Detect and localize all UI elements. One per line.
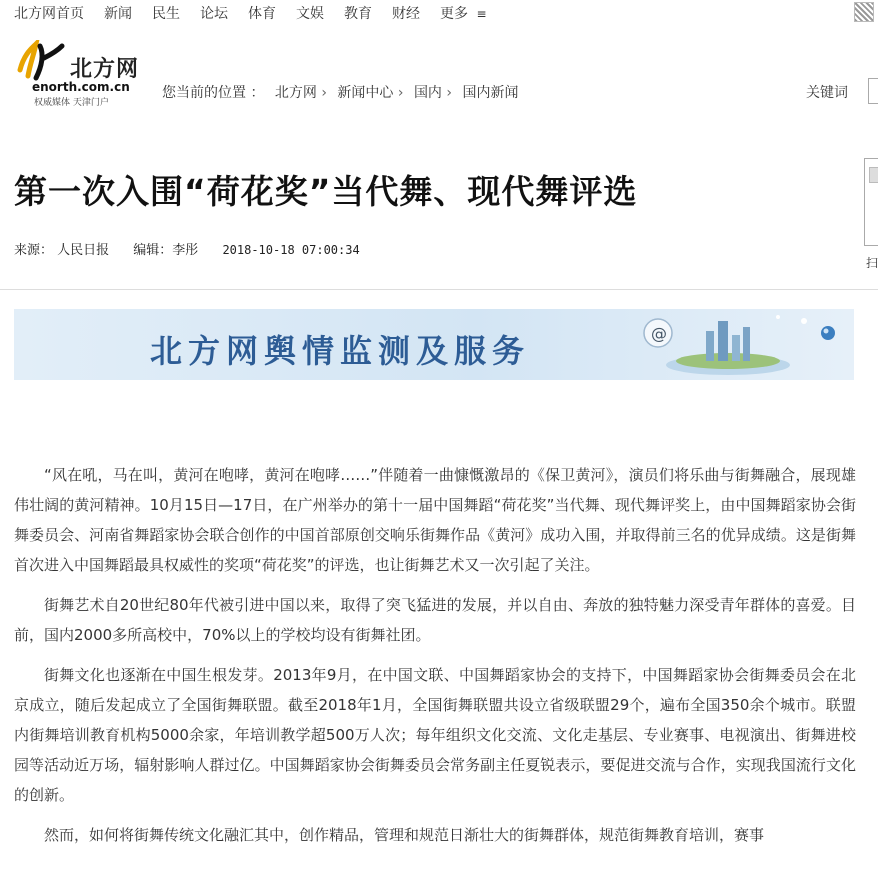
side-qr-box[interactable] bbox=[864, 158, 878, 246]
nav-more[interactable] bbox=[440, 3, 487, 23]
site-header bbox=[0, 38, 878, 108]
nav-entertainment[interactable]: 文娱 bbox=[296, 6, 324, 22]
article-paragraph: 街舞艺术自20世纪80年代被引进中国以来，取得了突飞猛进的发展，并以自由、奔放的独特魅力深受青年群体的喜爱。目前，国内2000多所高校中，70%以上的学校均设有街舞社团。 bbox=[14, 596, 856, 644]
nav-finance[interactable]: 财经 bbox=[392, 6, 420, 22]
logo-domain: enorth.com.cn bbox=[32, 80, 130, 94]
article-datetime: 2018-10-18 07:00:34 bbox=[222, 243, 360, 257]
article-editor: 编辑：李彤 bbox=[133, 243, 199, 258]
breadcrumb bbox=[162, 82, 518, 102]
article-paragraph: 然而，如何将街舞传统文化融汇其中，创作精品，管理和规范日渐壮大的街舞群体，规范街舞教育培训，赛事 bbox=[44, 826, 765, 844]
nav-forum[interactable]: 论坛 bbox=[200, 6, 228, 22]
banner-text: 北方网舆情监测及服务 bbox=[150, 332, 531, 370]
nav-sports[interactable]: 体育 bbox=[248, 6, 276, 22]
nav-more-label: 更多 bbox=[440, 6, 468, 22]
nav-education[interactable]: 教育 bbox=[344, 6, 372, 22]
article-paragraph: “风在吼，马在叫，黄河在咆哮，黄河在咆哮……”伴随着一曲慷慨激昂的《保卫黄河》，演员们将乐曲与街舞融合，展现雄伟壮阔的黄河精神。10月15日—17日，在广州举办的第十一届中国舞蹈“荷花奖”当代舞、现代舞评奖上，由中国舞蹈家协会街舞委员会、河南省舞蹈家协会联合创作的中国首部原创交响乐街舞作品《黄河》成功入围，并取得前三名的优异成绩。这是街舞首次进入中国舞蹈最具权威性的奖项“荷花奖”的评选，也让街舞艺术又一次引起了关注。 bbox=[14, 466, 856, 574]
breadcrumb-item-domestic-news[interactable]: 国内新闻 bbox=[462, 85, 519, 101]
divider bbox=[0, 289, 878, 290]
breadcrumb-item-enorth[interactable]: 北方网 bbox=[274, 85, 317, 101]
article-title: 第一次入围“荷花奖”当代舞、现代舞评选 bbox=[14, 172, 638, 211]
logo-slogan: 权威媒体 天津门户 bbox=[34, 98, 109, 108]
logo-name: 北方网 bbox=[70, 56, 140, 82]
nav-livelihood[interactable]: 民生 bbox=[152, 6, 180, 22]
chevron-right-icon: › bbox=[446, 85, 452, 101]
keyword-input[interactable] bbox=[868, 78, 878, 104]
breadcrumb-item-news-center[interactable]: 新闻中心 bbox=[337, 85, 394, 101]
nav-home[interactable]: 北方网首页 bbox=[14, 6, 84, 22]
top-nav bbox=[0, 0, 878, 26]
logo-mark-icon bbox=[14, 40, 66, 82]
menu-icon: ≡ bbox=[476, 7, 487, 21]
article-paragraph: 街舞文化也逐渐在中国生根发芽。2013年9月，在中国文联、中国舞蹈家协会的支持下，中国舞蹈家协会街舞委员会在北京成立，随后发起成立了全国街舞联盟。截至2018年1月，全国街舞联盟共设立省级联盟29个，遍布全国350余个城市。联盟内街舞培训教育机构5000余家，年培训教学超500万人次；每年组织文化交流、文化走基层、专业赛事、电视演出、街舞进校园等活动近万场，辐射影响人群过亿。中国舞蹈家协会街舞委员会常务副主任夏锐表示，要促进交流与合作，实现我国流行文化的创新。 bbox=[14, 666, 856, 804]
site-logo[interactable] bbox=[14, 40, 146, 106]
article-meta bbox=[14, 239, 380, 258]
globe-city-icon bbox=[628, 309, 854, 380]
breadcrumb-label: 您当前的位置 ： bbox=[162, 85, 265, 101]
chevron-right-icon: › bbox=[321, 85, 327, 101]
keyword-label: 关键词 bbox=[806, 85, 848, 101]
chevron-right-icon: › bbox=[397, 85, 404, 101]
side-scan-label: 扫 bbox=[866, 256, 878, 270]
article-body bbox=[14, 460, 856, 860]
promo-banner[interactable] bbox=[14, 309, 854, 380]
image-icon bbox=[869, 167, 878, 183]
article-source: 来源： 人民日报 bbox=[14, 243, 110, 258]
svg-text:@: @ bbox=[651, 324, 667, 343]
qr-code-icon[interactable] bbox=[854, 2, 874, 22]
nav-news[interactable]: 新闻 bbox=[104, 6, 132, 22]
breadcrumb-item-domestic[interactable]: 国内 bbox=[413, 85, 442, 101]
